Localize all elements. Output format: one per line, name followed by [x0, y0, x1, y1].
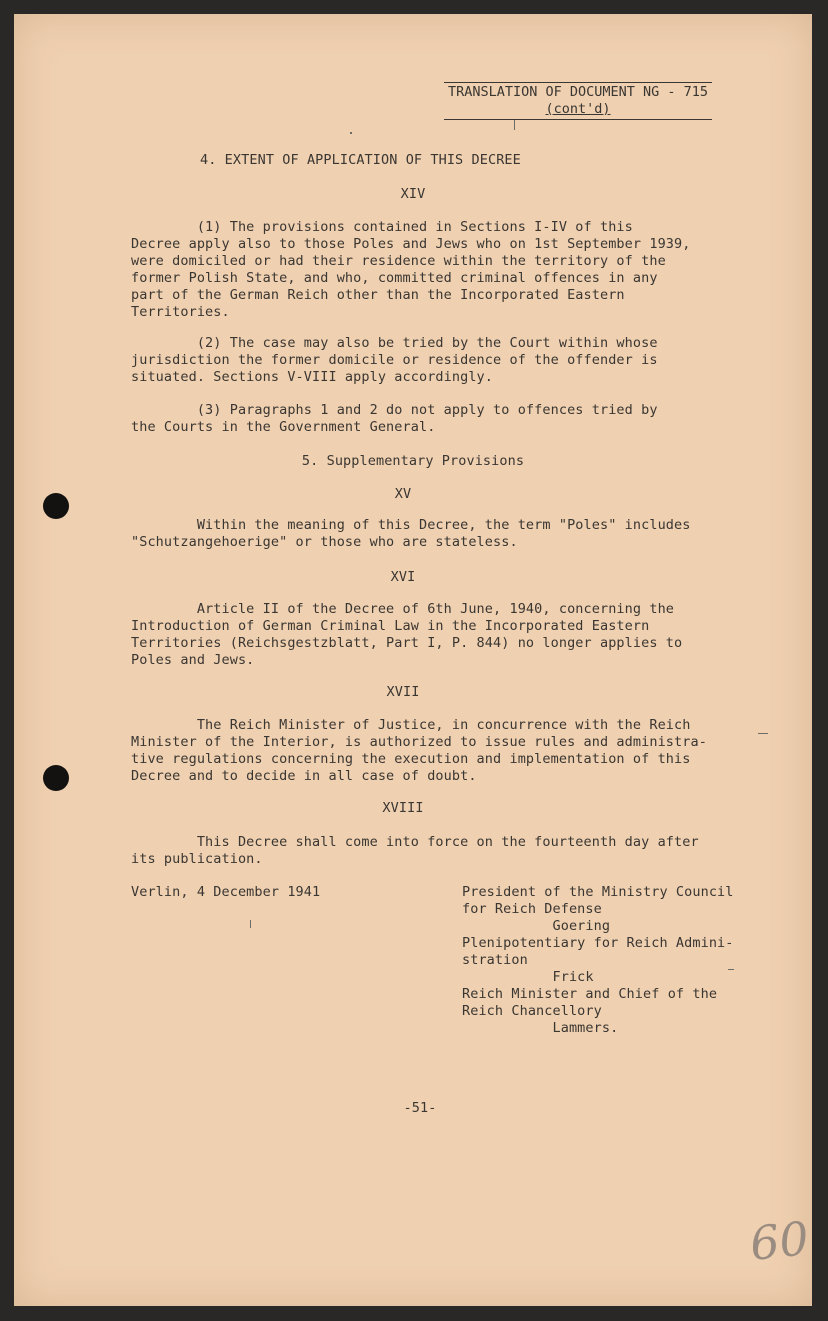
signature-line: President of the Ministry Council: [462, 884, 734, 900]
text-line: Poles and Jews.: [131, 652, 255, 668]
text-line: Introduction of German Criminal Law in the Incorporated Eastern: [131, 618, 650, 634]
paragraph-xviii: [131, 834, 699, 868]
place-and-date: Verlin, 4 December 1941: [131, 884, 321, 900]
paragraph-xv: [131, 517, 690, 551]
document-header: [444, 82, 712, 120]
stray-mark: [728, 969, 734, 970]
signature-line: Reich Chancellory: [462, 1003, 602, 1019]
paragraph-xiv-3: [131, 402, 658, 436]
section-heading-5: 5. Supplementary Provisions: [301, 453, 525, 469]
section-numeral-xviii: XVIII: [382, 800, 424, 816]
text-line: This Decree shall come into force on the fourteenth day after: [131, 834, 699, 850]
signature-block: [462, 884, 734, 1037]
document-page: [14, 14, 812, 1306]
stray-mark: [514, 120, 515, 130]
text-line: Territories.: [131, 304, 230, 320]
text-line: Minister of the Interior, is authorized to issue rules and administra-: [131, 734, 707, 750]
text-line: (1) The provisions contained in Sections I-IV of this: [131, 219, 633, 235]
handwritten-page-number: 60: [747, 1211, 812, 1271]
paragraph-xvii: [131, 717, 707, 785]
text-line: Territories (Reichsgestzblatt, Part I, P. 844) no longer applies to: [131, 635, 683, 651]
text-line: Decree apply also to those Poles and Jews who on 1st September 1939,: [131, 236, 691, 252]
text-line: The Reich Minister of Justice, in concurrence with the Reich: [131, 717, 691, 733]
signature-line: Goering: [462, 918, 611, 934]
stray-mark: [758, 733, 768, 734]
section-numeral-xvi: XVI: [390, 569, 416, 585]
header-title: TRANSLATION OF DOCUMENT NG - 715: [447, 84, 709, 100]
paragraph-xiv-1: [131, 219, 690, 321]
text-line: situated. Sections V-VIII apply accordingly.: [131, 369, 494, 385]
header-top-rule: [444, 82, 712, 83]
text-line: tive regulations concerning the execution and implementation of this: [131, 751, 691, 767]
text-line: Article II of the Decree of 6th June, 1940, concerning the: [131, 601, 675, 617]
punch-hole-lower: [43, 765, 69, 791]
signature-line: Plenipotentiary for Reich Admini-: [462, 935, 734, 951]
signature-line: stration: [462, 952, 528, 968]
text-line: were domiciled or had their residence within the territory of the: [131, 253, 666, 269]
text-line: Within the meaning of this Decree, the term "Poles" includes: [131, 517, 691, 533]
text-line: (3) Paragraphs 1 and 2 do not apply to offences tried by: [131, 402, 658, 418]
section-numeral-xvii: XVII: [386, 684, 420, 700]
page-number: -51-: [403, 1100, 437, 1116]
signature-line: Frick: [462, 969, 594, 985]
text-line: Decree and to decide in all case of doubt.: [131, 768, 477, 784]
signature-line: Lammers.: [462, 1020, 619, 1036]
punch-hole-upper: [43, 493, 69, 519]
section-numeral-xv: XV: [394, 486, 412, 502]
paragraph-xiv-2: [131, 335, 658, 386]
header-bottom-rule: [444, 119, 712, 120]
signature-line: for Reich Defense: [462, 901, 602, 917]
stray-mark: [350, 132, 352, 134]
text-line: part of the German Reich other than the Incorporated Eastern: [131, 287, 625, 303]
text-line: former Polish State, and who, committed criminal offences in any: [131, 270, 658, 286]
section-numeral-xiv: XIV: [400, 186, 426, 202]
paragraph-xvi: [131, 601, 682, 669]
signature-line: Reich Minister and Chief of the: [462, 986, 718, 1002]
header-subtitle: (cont'd): [545, 101, 611, 117]
text-line: jurisdiction the former domicile or residence of the offender is: [131, 352, 658, 368]
stray-mark: [250, 920, 251, 928]
section-heading-4: 4. EXTENT OF APPLICATION OF THIS DECREE: [200, 152, 521, 168]
text-line: the Courts in the Government General.: [131, 419, 436, 435]
text-line: its publication.: [131, 851, 263, 867]
text-line: "Schutzangehoerige" or those who are stateless.: [131, 534, 518, 550]
text-line: (2) The case may also be tried by the Court within whose: [131, 335, 658, 351]
